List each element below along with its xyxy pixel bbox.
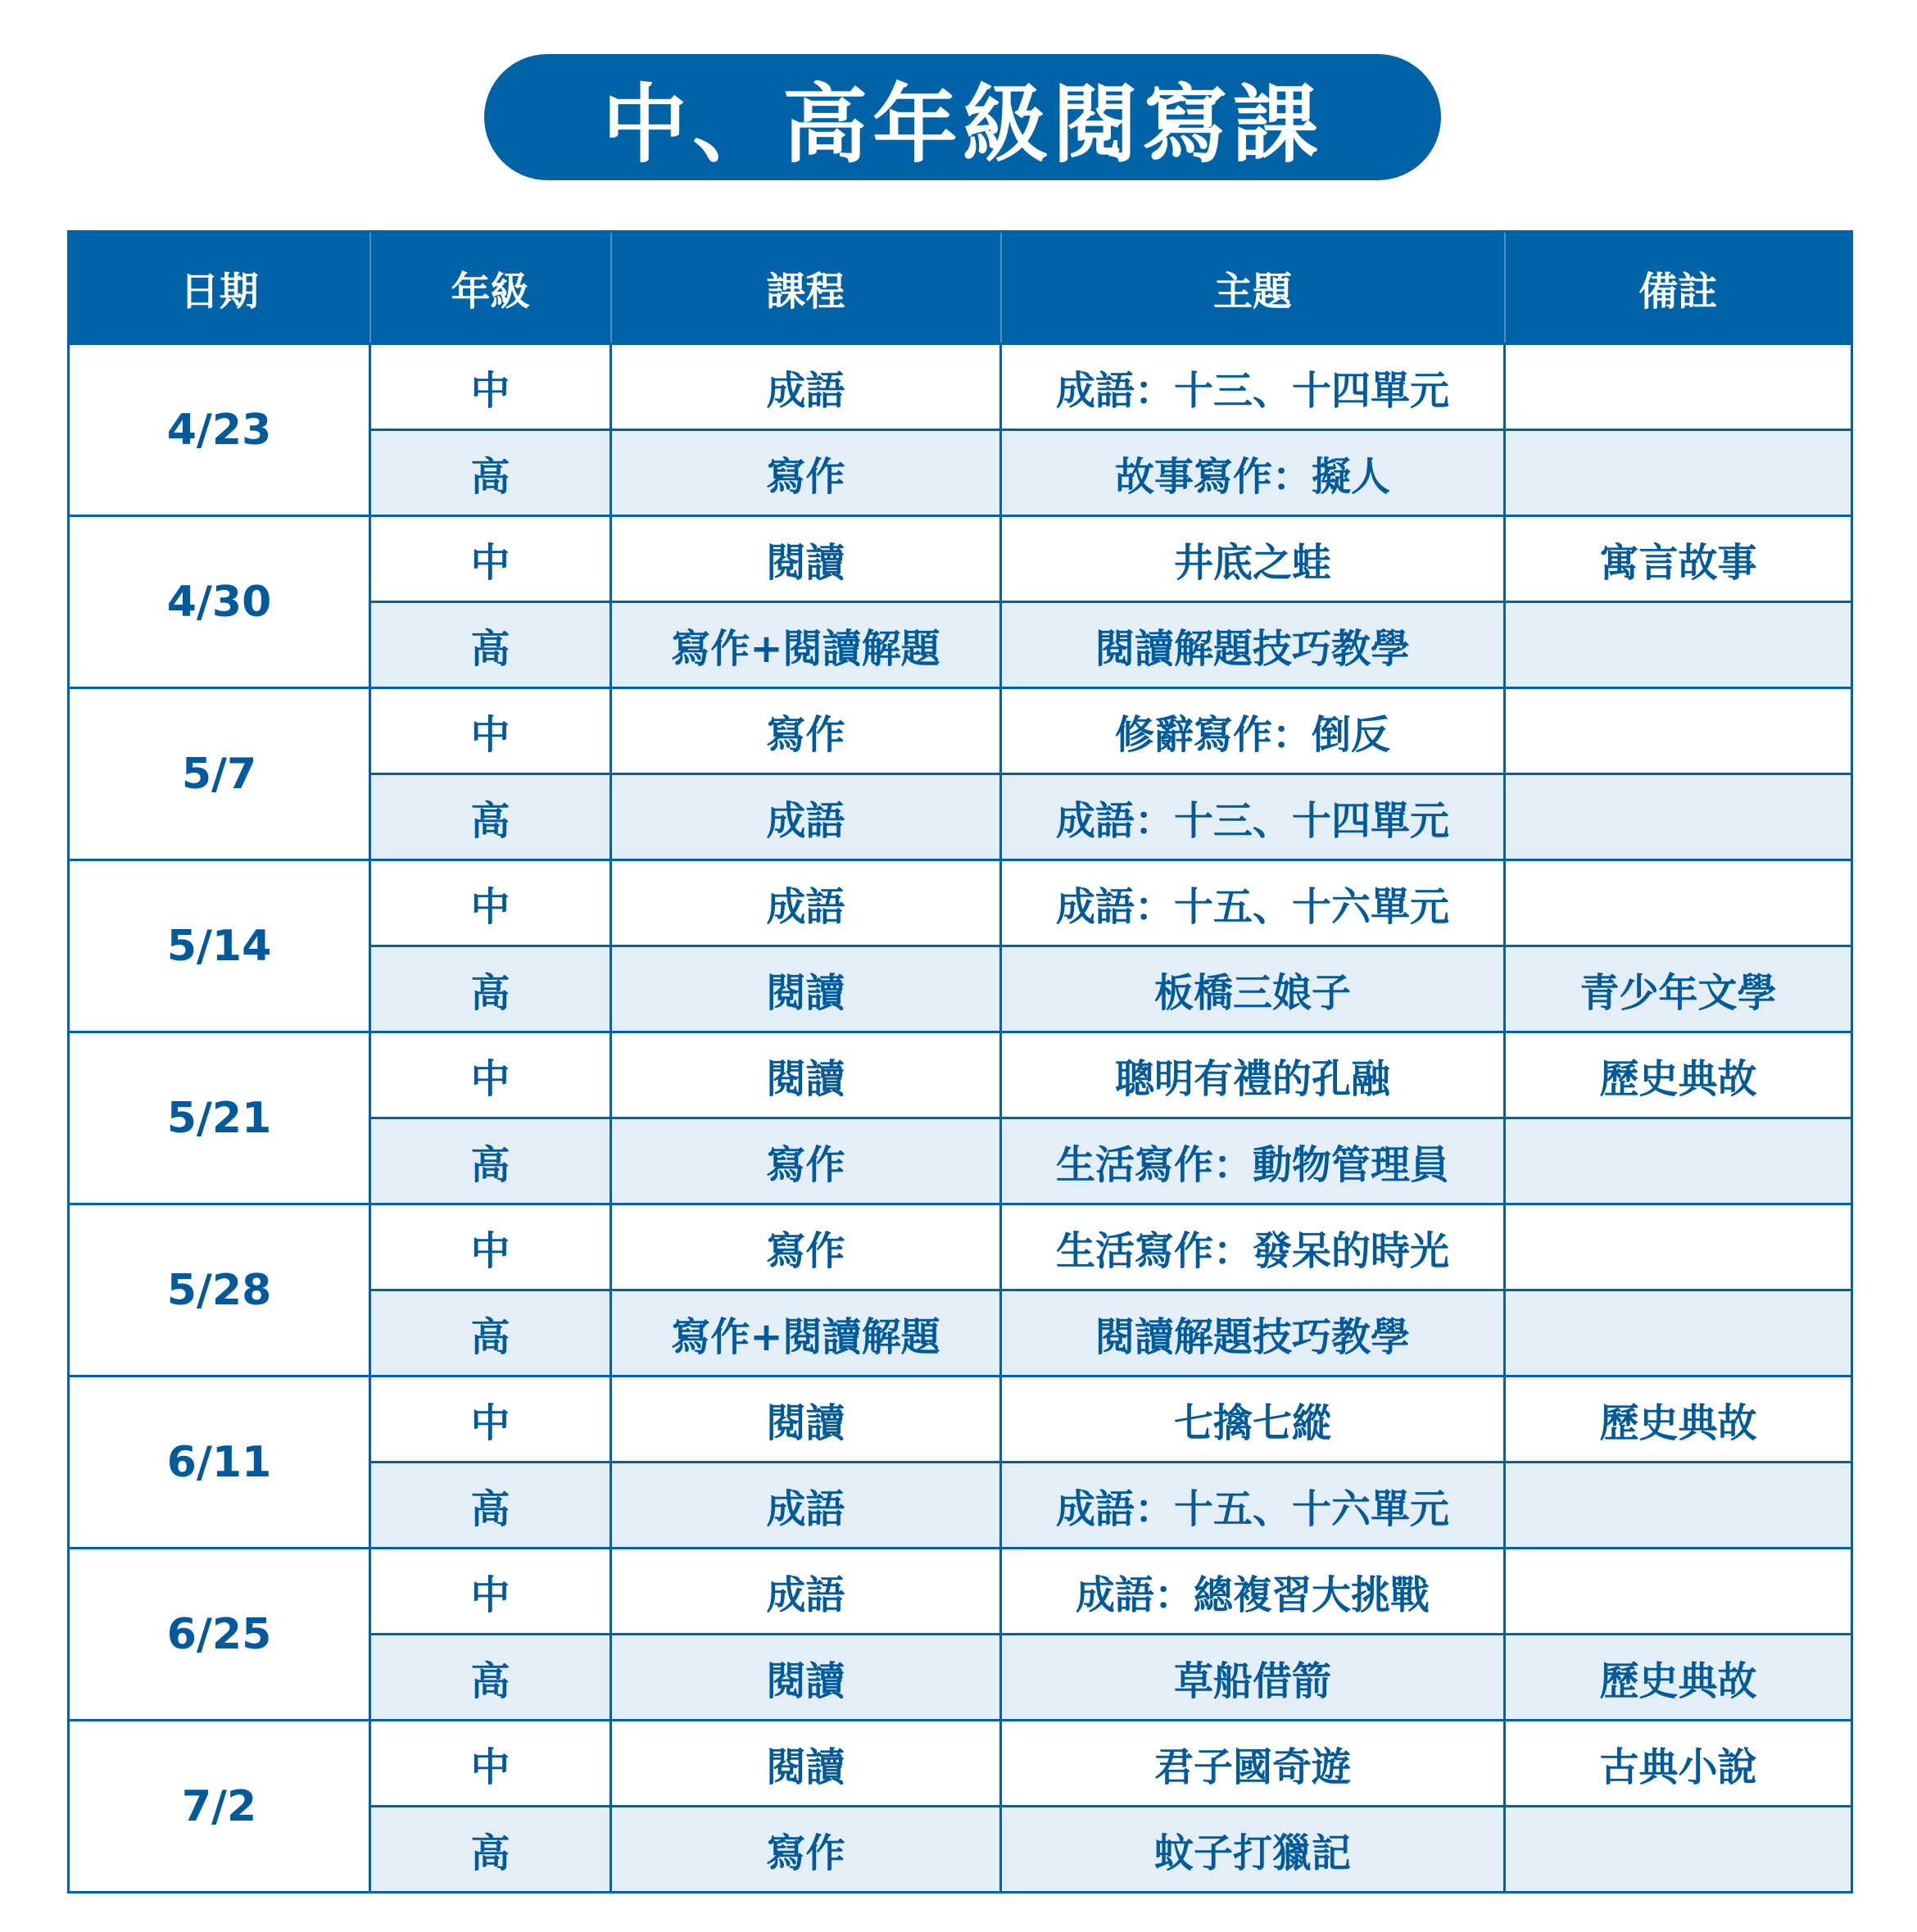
grade-cell: 中 <box>370 1204 611 1290</box>
course-cell: 閱讀 <box>611 1376 1001 1463</box>
topic-cell: 生活寫作：發呆的時光 <box>1001 1204 1505 1290</box>
date-cell: 6/25 <box>69 1549 370 1721</box>
date-cell: 7/2 <box>69 1721 370 1893</box>
header-note: 備註 <box>1505 232 1852 344</box>
course-cell: 寫作 <box>611 688 1001 774</box>
grade-cell: 中 <box>370 1032 611 1118</box>
grade-cell: 中 <box>370 516 611 602</box>
header-topic: 主題 <box>1001 232 1505 344</box>
grade-cell: 高 <box>370 1290 611 1376</box>
grade-cell: 高 <box>370 430 611 516</box>
topic-cell: 修辭寫作：倒反 <box>1001 688 1505 774</box>
note-cell <box>1505 344 1852 430</box>
note-cell <box>1505 1807 1852 1893</box>
table-row <box>69 1032 1852 1118</box>
note-cell <box>1505 1463 1852 1549</box>
topic-cell: 成語：十五、十六單元 <box>1001 1463 1505 1549</box>
note-cell <box>1505 688 1852 774</box>
course-cell: 成語 <box>611 1549 1001 1635</box>
topic-cell: 閱讀解題技巧教學 <box>1001 602 1505 688</box>
topic-cell: 君子國奇遊 <box>1001 1721 1505 1807</box>
grade-cell: 高 <box>370 946 611 1032</box>
topic-cell: 蚊子打獵記 <box>1001 1807 1505 1893</box>
date-cell: 5/28 <box>69 1204 370 1376</box>
course-cell: 閱讀 <box>611 946 1001 1032</box>
table-row <box>69 860 1852 946</box>
course-cell: 寫作+閱讀解題 <box>611 1290 1001 1376</box>
grade-cell: 中 <box>370 860 611 946</box>
grade-cell: 中 <box>370 344 611 430</box>
topic-cell: 故事寫作：擬人 <box>1001 430 1505 516</box>
grade-cell: 高 <box>370 1118 611 1204</box>
table-row <box>69 1376 1852 1463</box>
table-row <box>69 1204 1852 1290</box>
topic-cell: 成語：總複習大挑戰 <box>1001 1549 1505 1635</box>
grade-cell: 高 <box>370 1463 611 1549</box>
grade-cell: 中 <box>370 688 611 774</box>
note-cell: 歷史典故 <box>1505 1376 1852 1463</box>
course-cell: 成語 <box>611 1463 1001 1549</box>
topic-cell: 井底之蛙 <box>1001 516 1505 602</box>
topic-cell: 聰明有禮的孔融 <box>1001 1032 1505 1118</box>
note-cell <box>1505 774 1852 860</box>
topic-cell: 七擒七縱 <box>1001 1376 1505 1463</box>
title-banner <box>484 54 1441 180</box>
course-cell: 閱讀 <box>611 1635 1001 1721</box>
note-cell <box>1505 1290 1852 1376</box>
header-date: 日期 <box>69 232 370 344</box>
grade-cell: 高 <box>370 1807 611 1893</box>
note-cell <box>1505 860 1852 946</box>
topic-cell: 成語：十三、十四單元 <box>1001 774 1505 860</box>
header-row <box>69 232 1852 344</box>
note-cell <box>1505 1549 1852 1635</box>
schedule-body <box>69 344 1852 1893</box>
note-cell: 青少年文學 <box>1505 946 1852 1032</box>
topic-cell: 成語：十五、十六單元 <box>1001 860 1505 946</box>
date-cell: 5/14 <box>69 860 370 1032</box>
note-cell <box>1505 1118 1852 1204</box>
schedule-table <box>67 230 1853 1893</box>
course-cell: 寫作 <box>611 1118 1001 1204</box>
grade-cell: 高 <box>370 1635 611 1721</box>
table-row <box>69 1721 1852 1807</box>
date-cell: 4/30 <box>69 516 370 688</box>
topic-cell: 成語：十三、十四單元 <box>1001 344 1505 430</box>
table-row <box>69 344 1852 430</box>
date-cell: 6/11 <box>69 1376 370 1549</box>
course-cell: 寫作 <box>611 430 1001 516</box>
header-grade: 年級 <box>370 232 611 344</box>
course-cell: 閱讀 <box>611 1721 1001 1807</box>
date-cell: 4/23 <box>69 344 370 516</box>
course-cell: 成語 <box>611 860 1001 946</box>
header-course: 課程 <box>611 232 1001 344</box>
course-cell: 寫作 <box>611 1204 1001 1290</box>
course-cell: 成語 <box>611 774 1001 860</box>
course-cell: 寫作+閱讀解題 <box>611 602 1001 688</box>
grade-cell: 中 <box>370 1376 611 1463</box>
note-cell <box>1505 602 1852 688</box>
table-row <box>69 1549 1852 1635</box>
note-cell <box>1505 430 1852 516</box>
note-cell: 寓言故事 <box>1505 516 1852 602</box>
course-cell: 成語 <box>611 344 1001 430</box>
note-cell: 歷史典故 <box>1505 1635 1852 1721</box>
topic-cell: 生活寫作：動物管理員 <box>1001 1118 1505 1204</box>
course-cell: 閱讀 <box>611 1032 1001 1118</box>
grade-cell: 中 <box>370 1721 611 1807</box>
topic-cell: 板橋三娘子 <box>1001 946 1505 1032</box>
course-cell: 閱讀 <box>611 516 1001 602</box>
date-cell: 5/21 <box>69 1032 370 1204</box>
table-row <box>69 516 1852 602</box>
topic-cell: 閱讀解題技巧教學 <box>1001 1290 1505 1376</box>
note-cell: 古典小說 <box>1505 1721 1852 1807</box>
grade-cell: 高 <box>370 602 611 688</box>
grade-cell: 高 <box>370 774 611 860</box>
topic-cell: 草船借箭 <box>1001 1635 1505 1721</box>
page-title: 中、高年級閱寫課 <box>601 75 1323 175</box>
note-cell: 歷史典故 <box>1505 1032 1852 1118</box>
grade-cell: 中 <box>370 1549 611 1635</box>
table-row <box>69 688 1852 774</box>
note-cell <box>1505 1204 1852 1290</box>
date-cell: 5/7 <box>69 688 370 860</box>
course-cell: 寫作 <box>611 1807 1001 1893</box>
